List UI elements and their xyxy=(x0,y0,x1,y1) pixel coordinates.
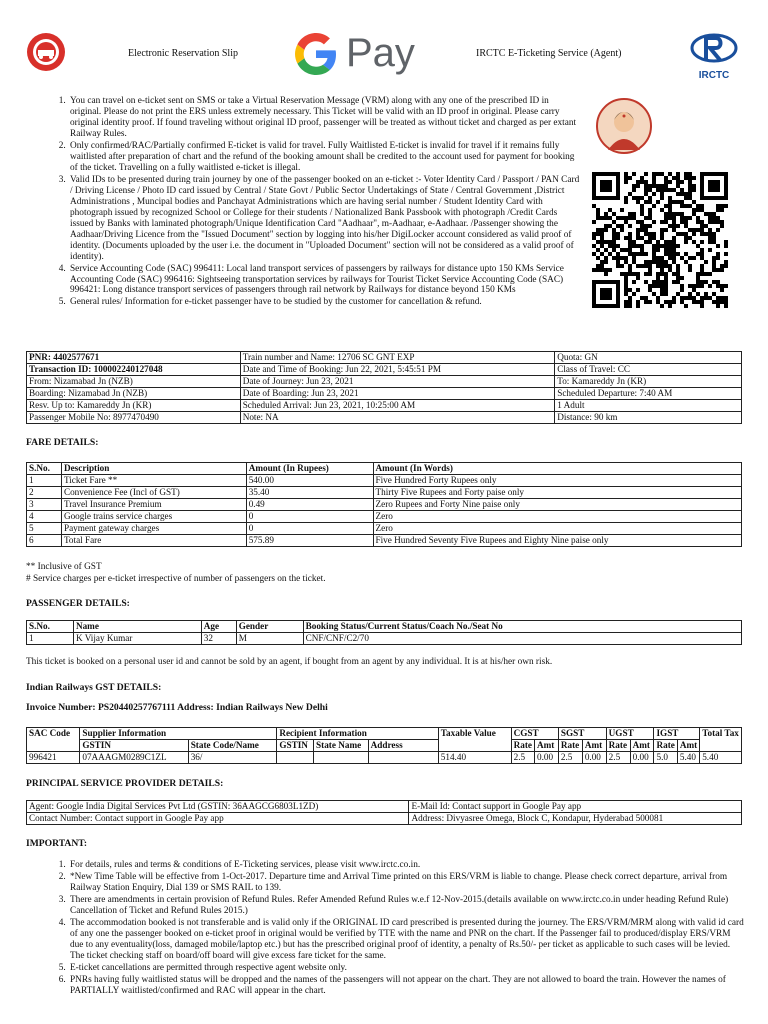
table-row xyxy=(27,400,742,412)
important-item: 4. The accommodation booked is not transferable and is valid only if the ORIGINAL ID card prescribed is presented during the journey. The ERS/VRM/MRM along with valid id card of any one the passenger booked on e-ticket proof in original would be verified by TTE with the name and PNR on the chart. If the Passenger fail to produced/display ERS/VRM due to any eventuality(loss, damaged mobile/laptop etc.) but has the prescribed original proof of identity, a penalty of Rs.50/- per ticket as applicable to such cases will be levied. The ticket checking staff on board/off board will give excess fare ticket for the same. xyxy=(68,918,744,962)
table-row xyxy=(27,499,742,511)
table-row xyxy=(27,412,742,424)
from-cell: From: Nizamabad Jn (NZB) xyxy=(27,376,241,388)
indian-railways-logo xyxy=(26,32,66,72)
google-g-icon xyxy=(290,28,342,80)
table-header-row xyxy=(27,463,742,475)
invoice-number: Invoice Number: PS20440257767111 Address: Indian Railways New Delhi xyxy=(26,702,328,713)
journey-date-cell: Date of Journey: Jun 23, 2021 xyxy=(240,376,555,388)
resv-upto-cell: Resv. Up to: Kamareddy Jn (KR) xyxy=(27,400,241,412)
boarding-date-cell: Date of Boarding: Jun 23, 2021 xyxy=(240,388,555,400)
cell: 2.5 xyxy=(606,752,630,764)
mascot-image xyxy=(596,98,652,154)
irctc-logo-text: IRCTC xyxy=(698,69,730,81)
cell: 07AAAGM0289C1ZL xyxy=(80,752,188,764)
cell: CNF/CNF/C2/70 xyxy=(303,633,741,645)
agent-cell: Agent: Google India Digital Services Pvt Ltd (GSTIN: 36AAGCG6803L1ZD) xyxy=(27,801,409,813)
table-row xyxy=(27,523,742,535)
cell: 1 xyxy=(27,475,62,487)
note-cell: Note: NA xyxy=(240,412,555,424)
cell: 2.5 xyxy=(511,752,534,764)
qr-code xyxy=(592,172,728,308)
cell: 2.5 xyxy=(558,752,582,764)
cell: M xyxy=(236,633,303,645)
arrival-cell: Scheduled Arrival: Jun 23, 2021, 10:25:00 AM xyxy=(240,400,555,412)
gst-inclusive-note: ** Inclusive of GST xyxy=(26,562,102,572)
departure-cell: Scheduled Departure: 7:40 AM xyxy=(555,388,742,400)
provider-table xyxy=(26,800,742,825)
cell: Zero Rupees and Forty Nine paise only xyxy=(373,499,741,511)
journey-details-table xyxy=(26,351,742,424)
column-header: Amt xyxy=(582,740,606,752)
distance-cell: Distance: 90 km xyxy=(555,412,742,424)
passenger-count-cell: 1 Adult xyxy=(555,400,742,412)
column-header: IGST xyxy=(654,728,700,740)
cell xyxy=(277,752,314,764)
cell: 540.00 xyxy=(246,475,373,487)
cell: K Vijay Kumar xyxy=(73,633,201,645)
cell xyxy=(368,752,438,764)
cell: 0 xyxy=(246,523,373,535)
important-item: 2. *New Time Table will be effective from 1-Oct-2017. Departure time and Arrival Time printed on this ERS/VRM is liable to change. Please check correct departure, arrival from Railway Station Enquiry, Dial 139 or SMS RAIL to 139. xyxy=(68,872,744,894)
cell: 2 xyxy=(27,487,62,499)
column-header: Total Tax xyxy=(700,728,742,752)
instruction-item: 2. Only confirmed/RAC/Partially confirmed E-ticket is valid for travel. Fully Waitlisted E-ticket is invalid for travel if it remains fully waitlisted after preparation of chart and the refund of the booking amount shall be credited to the account used for payment for booking of the ticket. Travelling on a fully waitlisted e-ticket is illegal. xyxy=(68,141,580,174)
class-cell: Class of Travel: CC xyxy=(555,364,742,376)
cell: 514.40 xyxy=(438,752,511,764)
table-row xyxy=(27,813,742,825)
column-header: Amt xyxy=(677,740,699,752)
instruction-item: 5. General rules/ Information for e-ticket passenger have to be studied by the customer for cancellation & refund. xyxy=(68,297,580,308)
table-header-row xyxy=(27,740,742,752)
instruction-item: 3. Valid IDs to be presented during train journey by one of the passenger booked on an e-ticket :- Voter Identity Card / Passport / PAN Card / Driving License / Photo ID card issued by Central / State Govt / Public Sector Undertakings of State / Central Government ,District Administrations , Muncipal bodies and Panchayat Administrations which are having serial number / Student Identity Card with photograph issued by recognized School or College for their students / Nationalized Bank Passbook with photograph /Credit Cards issued by Banks with laminated photograph/Unique Identification Card "Aadhaar", m-Aadhaar, e-Aadhaar. /Passenger showing the Aadhaar/Driving Licence from the "Issued Document" section by logging into his/her DigiLocker account considered as valid proof of identity. (Documents uploaded by the user i.e. the document in "Uploaded Document" section will not be considered as a valid proof of identity). xyxy=(68,175,580,263)
quota-cell: Quota: GN xyxy=(555,352,742,364)
cell: Zero xyxy=(373,511,741,523)
cell: Five Hundred Forty Rupees only xyxy=(373,475,741,487)
cell: Google trains service charges xyxy=(61,511,246,523)
table-header-row xyxy=(27,728,742,740)
column-header: Amount (In Words) xyxy=(373,463,741,475)
column-header: Age xyxy=(201,621,236,633)
cell: 0.49 xyxy=(246,499,373,511)
cell: 5.40 xyxy=(700,752,742,764)
cell: 5.40 xyxy=(677,752,699,764)
important-item: 1. For details, rules and terms & conditions of E-Ticketing services, please visit www.irctc.co.in. xyxy=(68,860,744,871)
table-header-row xyxy=(27,621,742,633)
column-header: Rate xyxy=(654,740,677,752)
column-header: Booking Status/Current Status/Coach No./Seat No xyxy=(303,621,741,633)
fare-table xyxy=(26,462,742,547)
table-row xyxy=(27,388,742,400)
train-cell: Train number and Name: 12706 SC GNT EXP xyxy=(240,352,555,364)
table-row xyxy=(27,511,742,523)
cell: Thirty Five Rupees and Forty paise only xyxy=(373,487,741,499)
gpay-wordmark: Pay xyxy=(346,31,415,75)
qr-code-icon xyxy=(592,172,728,308)
table-row xyxy=(27,487,742,499)
column-header: CGST xyxy=(511,728,558,740)
gst-details-title: Indian Railways GST DETAILS: xyxy=(26,682,162,693)
column-header: SAC Code xyxy=(27,728,80,752)
cell: 6 xyxy=(27,535,62,547)
cell: 1 xyxy=(27,633,74,645)
transaction-cell: Transaction ID: 100002240127048 xyxy=(27,364,241,376)
column-header: S.No. xyxy=(27,463,62,475)
cell: Total Fare xyxy=(61,535,246,547)
boarding-cell: Boarding: Nizamabad Jn (NZB) xyxy=(27,388,241,400)
column-header: Name xyxy=(73,621,201,633)
cell: 0.00 xyxy=(535,752,559,764)
table-row xyxy=(27,535,742,547)
table-row xyxy=(27,752,742,764)
pnr-cell: PNR: 4402577671 xyxy=(27,352,241,364)
column-header: Supplier Information xyxy=(80,728,277,740)
cell: 5.0 xyxy=(654,752,677,764)
column-header: UGST xyxy=(606,728,654,740)
provider-details-title: PRINCIPAL SERVICE PROVIDER DETAILS: xyxy=(26,778,224,789)
table-row xyxy=(27,801,742,813)
passenger-details-title: PASSENGER DETAILS: xyxy=(26,598,130,609)
cell: 0.00 xyxy=(582,752,606,764)
passenger-table xyxy=(26,620,742,645)
cell: 575.89 xyxy=(246,535,373,547)
important-item: 3. There are amendments in certain provision of Refund Rules. Refer Amended Refund Rules w.e.f 12-Nov-2015.(details available on www.irctc.co.in under heading Refund Rule) Cancellation of Ticket and Refund Rules 2015.) xyxy=(68,895,744,917)
table-row xyxy=(27,364,742,376)
table-row xyxy=(27,475,742,487)
column-header: State Name xyxy=(314,740,369,752)
fare-details-title: FARE DETAILS: xyxy=(26,437,99,448)
gst-table xyxy=(26,727,742,764)
column-header: Rate xyxy=(558,740,582,752)
column-header: S.No. xyxy=(27,621,74,633)
railways-emblem-icon xyxy=(26,32,66,72)
column-header: Recipient Information xyxy=(277,728,438,740)
cell: 36/ xyxy=(188,752,277,764)
instruction-item: 1. You can travel on e-ticket sent on SMS or take a Virtual Reservation Message (VRM) along with any one of the prescribed ID in original. Please do not print the ERS unless extremely necessary. This Ticket will be valid with an ID proof in original. Please carry original identity proof. If found traveling without original ID proof, passenger will be treated as without ticket and charged as per extant Railway Rules. xyxy=(68,96,580,140)
column-header: Amount (In Rupees) xyxy=(246,463,373,475)
irctc-service-title: IRCTC E-Ticketing Service (Agent) xyxy=(476,48,622,59)
cell xyxy=(314,752,369,764)
cell: Ticket Fare ** xyxy=(61,475,246,487)
cell: Payment gateway charges xyxy=(61,523,246,535)
cell: Travel Insurance Premium xyxy=(61,499,246,511)
cell: 4 xyxy=(27,511,62,523)
cell: 996421 xyxy=(27,752,80,764)
instruction-item: 4. Service Accounting Code (SAC) 996411: Local land transport services of passengers by railways for distance upto 150 KMs Service Accounting Code (SAC) 996416: Sightseeing transportation services by railways for Tourist Ticket Service Accounting Code (SAC) 996421: Long distance transport services of passengers through rail network by Railways for distance beyond 150 KMs xyxy=(68,264,580,297)
cell: 0.00 xyxy=(630,752,654,764)
cell: 5 xyxy=(27,523,62,535)
ers-title: Electronic Reservation Slip xyxy=(128,48,238,59)
column-header: Gender xyxy=(236,621,303,633)
column-header: Rate xyxy=(606,740,630,752)
column-header: SGST xyxy=(558,728,606,740)
column-header: Description xyxy=(61,463,246,475)
cell: 0 xyxy=(246,511,373,523)
google-pay-logo xyxy=(290,28,420,80)
service-charge-note: # Service charges per e-ticket irrespective of number of passengers on the ticket. xyxy=(26,574,326,584)
column-header: Rate xyxy=(511,740,534,752)
cell: Zero xyxy=(373,523,741,535)
column-header: State Code/Name xyxy=(188,740,277,752)
irctc-emblem-icon xyxy=(688,30,740,66)
column-header: Taxable Value xyxy=(438,728,511,752)
cell: 32 xyxy=(201,633,236,645)
important-list xyxy=(50,860,744,998)
personal-user-note: This ticket is booked on a personal user id and cannot be sold by an agent, if bought from an agent by any individual. It is at his/her own risk. xyxy=(26,657,553,667)
column-header: GSTIN xyxy=(80,740,188,752)
column-header: GSTIN xyxy=(277,740,314,752)
contact-cell: Contact Number: Contact support in Google Pay app xyxy=(27,813,409,825)
irctc-logo xyxy=(688,30,740,80)
table-row xyxy=(27,376,742,388)
table-row xyxy=(27,352,742,364)
column-header: Address xyxy=(368,740,438,752)
instructions-list xyxy=(50,96,580,309)
mobile-cell: Passenger Mobile No: 8977470490 xyxy=(27,412,241,424)
important-item: 5. E-ticket cancellations are permitted through respective agent website only. xyxy=(68,963,744,974)
email-cell: E-Mail Id: Contact support in Google Pay app xyxy=(409,801,742,813)
column-header: Amt xyxy=(535,740,559,752)
cell: Five Hundred Seventy Five Rupees and Eighty Nine paise only xyxy=(373,535,741,547)
important-title: IMPORTANT: xyxy=(26,838,88,849)
to-cell: To: Kamareddy Jn (KR) xyxy=(555,376,742,388)
table-row xyxy=(27,633,742,645)
cell: Convenience Fee (Incl of GST) xyxy=(61,487,246,499)
cell: 3 xyxy=(27,499,62,511)
important-item: 6. PNRs having fully waitlisted status will be dropped and the names of the passengers will not appear on the chart. They are not allowed to board the train. However the names of PARTIALLY waitlisted/confirmed and RAC will appear in the chart. xyxy=(68,975,744,997)
address-cell: Address: Divyasree Omega, Block C, Kondapur, Hyderabad 500081 xyxy=(409,813,742,825)
cell: 35.40 xyxy=(246,487,373,499)
booking-time-cell: Date and Time of Booking: Jun 22, 2021, 5:45:51 PM xyxy=(240,364,555,376)
column-header: Amt xyxy=(630,740,654,752)
mascot-girl-icon xyxy=(596,98,652,154)
